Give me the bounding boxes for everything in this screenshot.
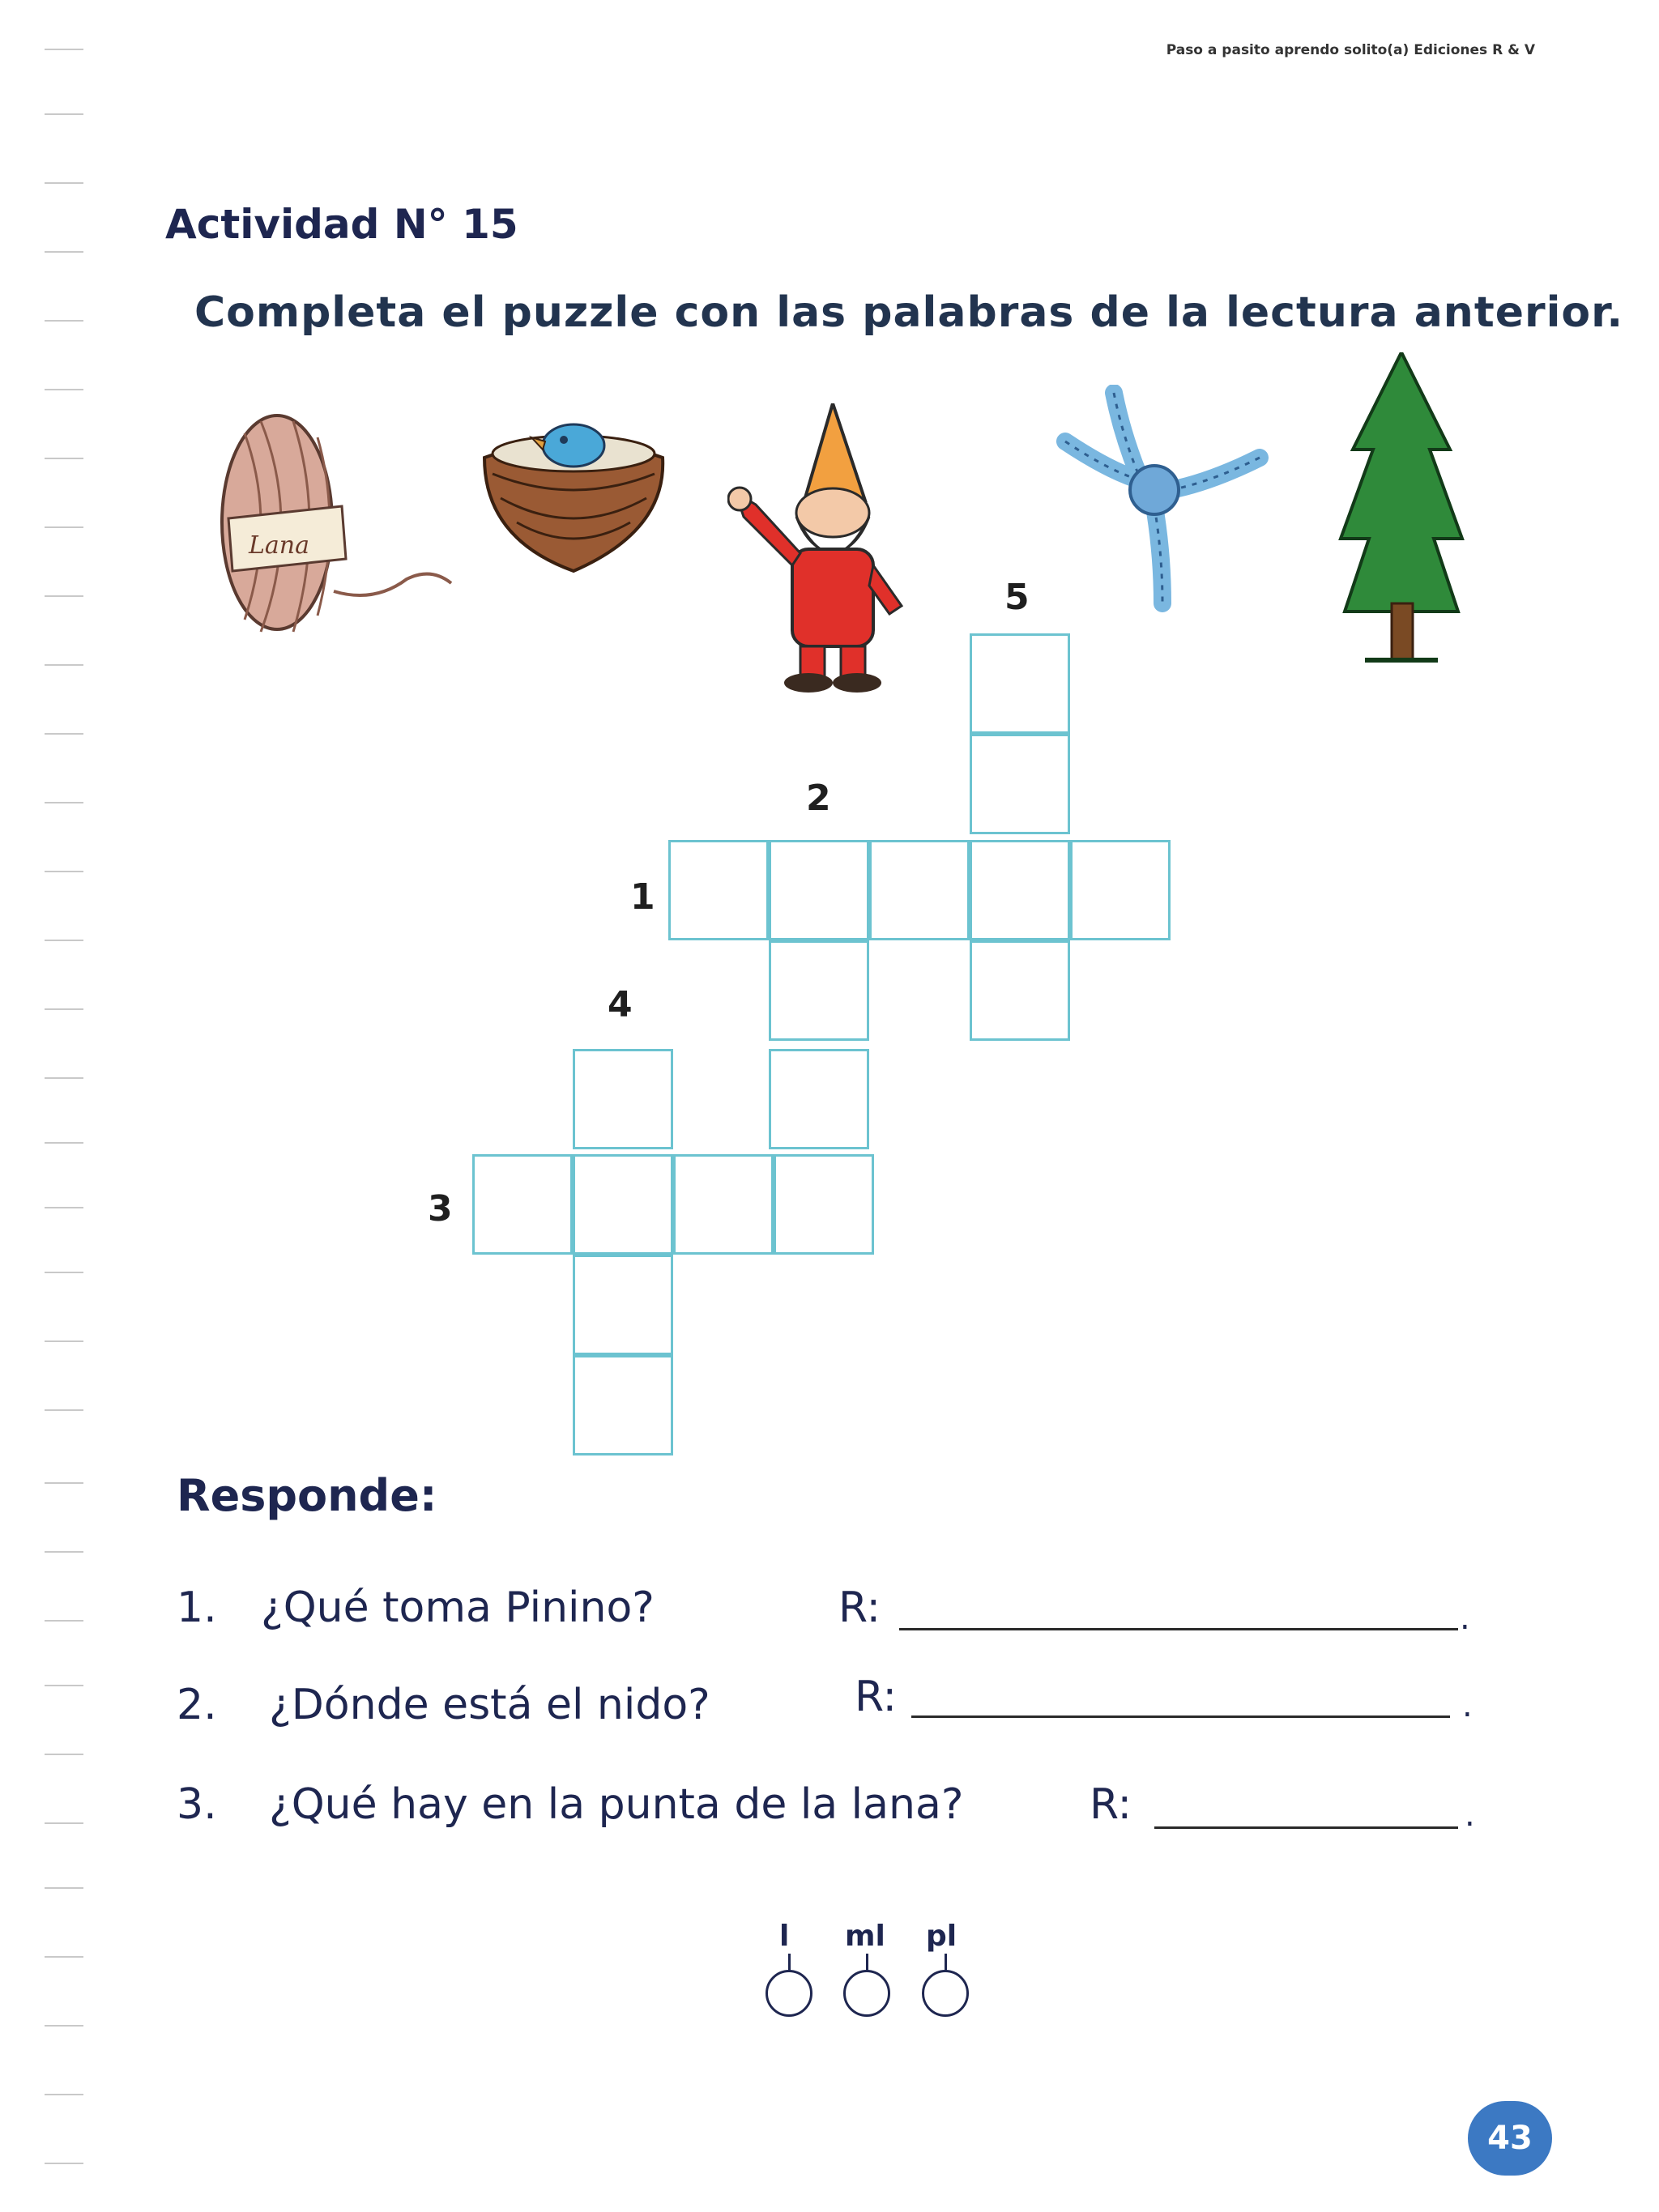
question-text: ¿Qué toma Pinino? [261, 1583, 655, 1632]
crossword-cell[interactable] [970, 840, 1070, 940]
margin-rule [45, 664, 83, 666]
bird-nest-icon [468, 409, 679, 590]
margin-rule [45, 49, 83, 50]
margin-rule [45, 113, 83, 115]
crossword-cell[interactable] [970, 734, 1070, 834]
answer-line-1[interactable] [899, 1628, 1458, 1630]
margin-rule [45, 2094, 83, 2095]
question-text: ¿Dónde está el nido? [269, 1681, 710, 1729]
margin-rule [45, 1887, 83, 1889]
question-number: 2. [177, 1681, 217, 1729]
answer-line-2[interactable] [911, 1715, 1450, 1718]
crossword-cell[interactable] [1070, 840, 1171, 940]
crossword-cell[interactable] [573, 1355, 673, 1455]
margin-rule [45, 526, 83, 528]
margin-rule [45, 320, 83, 322]
margin-rule [45, 1077, 83, 1079]
level-stem [788, 1954, 791, 1971]
margin-rule [45, 1409, 83, 1411]
level-circle-ml[interactable] [843, 1970, 890, 2017]
answer-period: . [1462, 1687, 1473, 1724]
margin-rule [45, 1008, 83, 1010]
crossword-cell[interactable] [769, 840, 869, 940]
margin-rule [45, 1142, 83, 1144]
header-note: Paso a pasito aprendo solito(a) Ediciones R & V [1166, 42, 1535, 58]
margin-rule [45, 1822, 83, 1824]
activity-title: Actividad N° 15 [165, 201, 518, 248]
margin-rule [45, 1685, 83, 1686]
crossword-cell[interactable] [573, 1255, 673, 1355]
answer-period: . [1460, 1600, 1470, 1637]
margin-rule [45, 871, 83, 872]
crossword-cell[interactable] [774, 1154, 874, 1255]
level-label: pl [926, 1920, 957, 1953]
level-circle-l[interactable] [766, 1970, 812, 2017]
crossword-cell[interactable] [769, 1049, 869, 1149]
margin-rule [45, 1482, 83, 1484]
crossword-cell[interactable] [970, 633, 1070, 734]
clue-number: 2 [806, 778, 831, 819]
margin-rule [45, 251, 83, 253]
question-1 [177, 1583, 655, 1632]
level-stem [866, 1954, 868, 1971]
question-text: ¿Qué hay en la punta de la lana? [269, 1780, 964, 1829]
clue-number: 1 [630, 876, 655, 918]
level-label: l [779, 1920, 790, 1953]
clue-number: 4 [608, 984, 633, 1025]
clue-number: 3 [428, 1188, 453, 1230]
level-stem [945, 1954, 947, 1971]
crossword-cell[interactable] [472, 1154, 573, 1255]
margin-rule [45, 802, 83, 803]
crossword-cell[interactable] [573, 1049, 673, 1149]
crossword-cell[interactable] [769, 940, 869, 1041]
pine-tree-icon [1337, 352, 1466, 671]
margin-rule [45, 733, 83, 735]
margin-rule [45, 1340, 83, 1342]
answer-prefix: R: [855, 1673, 898, 1721]
knotted-rope-icon [1049, 385, 1276, 623]
clue-number: 5 [1004, 577, 1030, 618]
margin-rule [45, 1207, 83, 1208]
margin-rule [45, 1272, 83, 1273]
crossword-cell[interactable] [668, 840, 769, 940]
margin-rule [45, 1551, 83, 1553]
crossword-cell[interactable] [970, 940, 1070, 1041]
answer-period: . [1465, 1796, 1475, 1834]
margin-rule [45, 458, 83, 459]
question-2 [177, 1681, 710, 1729]
margin-rule [45, 1620, 83, 1622]
question-3 [177, 1780, 963, 1829]
margin-rule [45, 2025, 83, 2027]
question-number: 1. [177, 1583, 217, 1632]
questions-heading: Responde: [177, 1470, 437, 1521]
crossword-cell[interactable] [673, 1154, 774, 1255]
crossword-cell[interactable] [573, 1154, 673, 1255]
crossword-cell[interactable] [869, 840, 970, 940]
level-circle-pl[interactable] [922, 1970, 969, 2017]
margin-rule [45, 940, 83, 941]
margin-rule [45, 389, 83, 390]
margin-rule [45, 595, 83, 597]
yarn-ball-icon [212, 409, 455, 647]
answer-line-3[interactable] [1154, 1826, 1458, 1829]
answer-prefix: R: [1090, 1780, 1132, 1829]
margin-rule [45, 1956, 83, 1958]
level-label: ml [845, 1920, 885, 1953]
margin-rule [45, 2163, 83, 2164]
gnome-icon [727, 403, 922, 698]
margin-rule [45, 1754, 83, 1755]
yarn-label: Lana [249, 531, 310, 560]
instruction: Completa el puzzle con las palabras de la lectura anterior. [194, 288, 1624, 337]
question-number: 3. [177, 1780, 217, 1829]
answer-prefix: R: [838, 1583, 881, 1632]
page-number-badge: 43 [1468, 2101, 1552, 2176]
margin-rule [45, 182, 83, 184]
